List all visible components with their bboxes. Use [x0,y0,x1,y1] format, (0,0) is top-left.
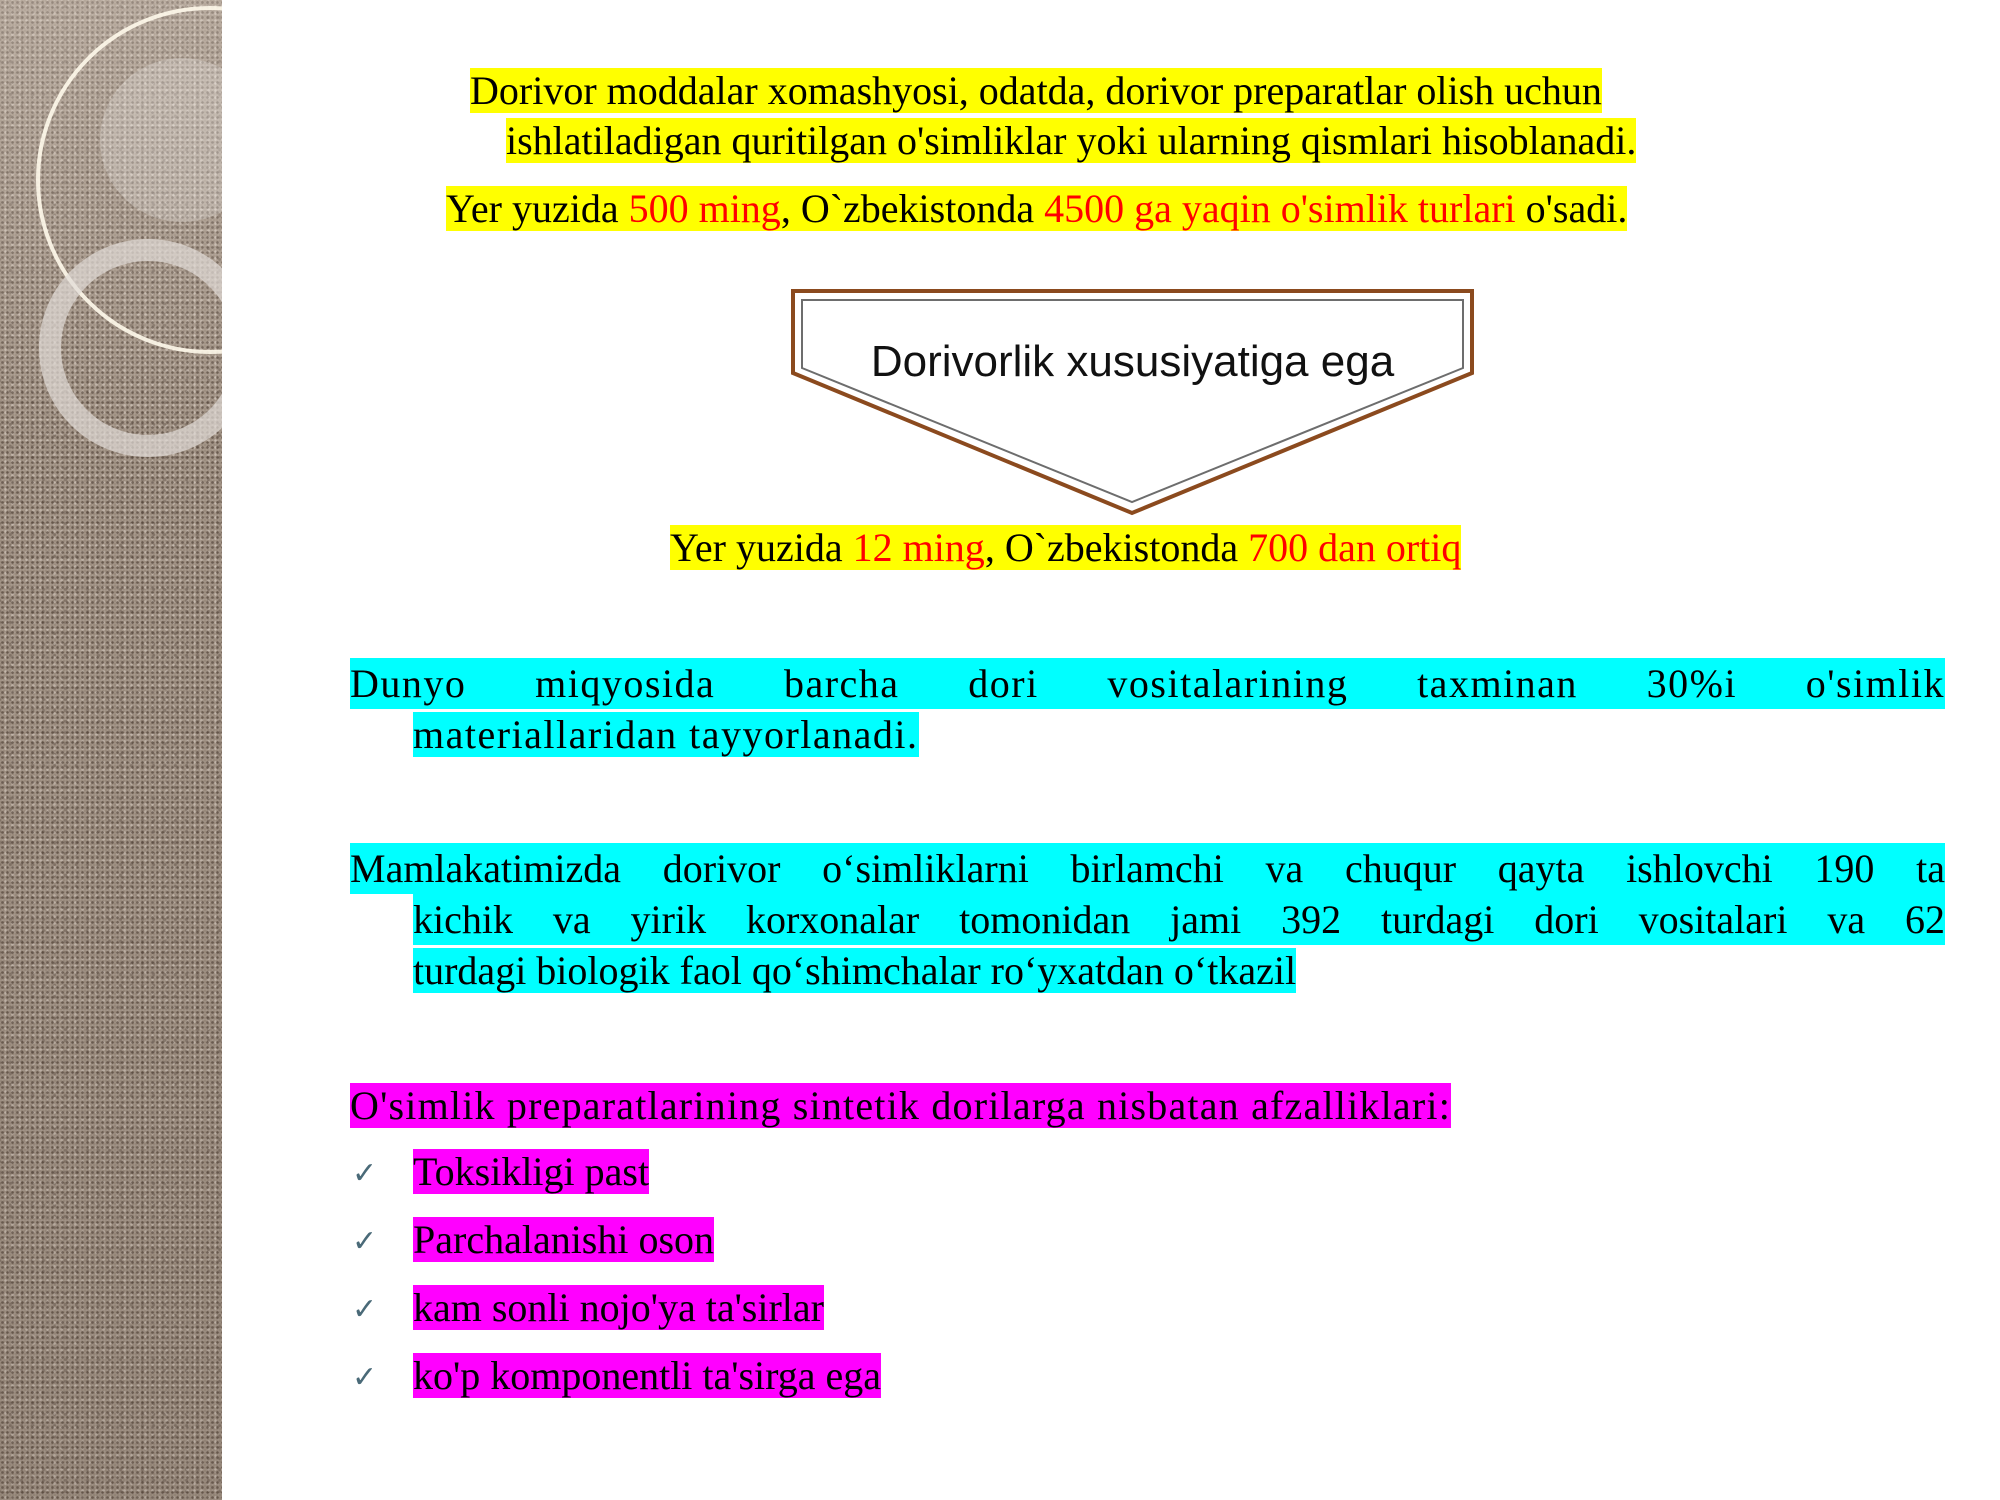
world-share-paragraph [350,658,1945,760]
list-item [350,1282,881,1350]
medicinal-world-count: 12 ming [852,525,985,570]
advantage-text: ko'p komponentli ta'sirga ega [413,1353,882,1398]
national-production-line-3: turdagi biologik faol qo‘shimchalar ro‘yxatdan o‘tkazil [413,948,1297,993]
world-share-line-2: materiallaridan tayyorlanadi. [413,712,919,757]
world-share-line-1: Dunyo miqyosida barcha dori vositalarining taxminan 30%i o'simlik [350,658,1945,709]
stats-prefix: Yer yuzida [446,186,629,231]
advantage-text: kam sonli nojo'ya ta'sirlar [413,1285,824,1330]
medicinal-middle: , O`zbekistonda [984,525,1249,570]
medicinal-property-label: Dorivorlik xususiyatiga ega [870,337,1395,386]
plant-species-stats [446,183,1627,235]
advantages-list [350,1146,881,1418]
stats-middle: , O`zbekistonda [780,186,1045,231]
intro-text [470,66,1845,166]
medicinal-plant-stats [670,522,1461,574]
list-item [350,1350,881,1418]
intro-line-1: Dorivor moddalar xomashyosi, odatda, dorivor preparatlar olish uchun [470,68,1602,113]
down-arrow-pentagon [790,288,1475,518]
intro-line-2: ishlatiladigan quritilgan o'simliklar yoki ularning qismlari hisoblanadi. [506,118,1637,163]
advantage-text: Parchalanishi oson [413,1217,715,1262]
checkmark-icon: ✓ [352,1292,378,1327]
decorative-circles [0,0,222,500]
checkmark-icon: ✓ [352,1156,378,1191]
national-production-line-1: Mamlakatimizda dorivor o‘simliklarni birlamchi va chuqur qayta ishlovchi 190 ta [350,843,1945,894]
medicinal-prefix: Yer yuzida [670,525,853,570]
stats-uzbekistan-count: 4500 ga yaqin o'simlik turlari [1044,186,1516,231]
advantages-heading [350,1080,1451,1132]
medicinal-uzbekistan-count: 700 dan ortiq [1248,525,1462,570]
advantage-text: Toksikligi past [413,1149,650,1194]
stats-world-count: 500 ming [628,186,781,231]
national-production-line-2: kichik va yirik korxonalar tomonidan jami 392 turdagi dori vositalari va 62 [413,894,1945,945]
national-production-paragraph [350,843,1945,996]
stats-suffix: o'sadi. [1515,186,1628,231]
list-item [350,1146,881,1214]
checkmark-icon: ✓ [352,1224,378,1259]
list-item [350,1214,881,1282]
advantages-heading-text: O'simlik preparatlarining sintetik dorilarga nisbatan afzalliklari: [350,1083,1452,1128]
checkmark-icon: ✓ [352,1360,378,1395]
